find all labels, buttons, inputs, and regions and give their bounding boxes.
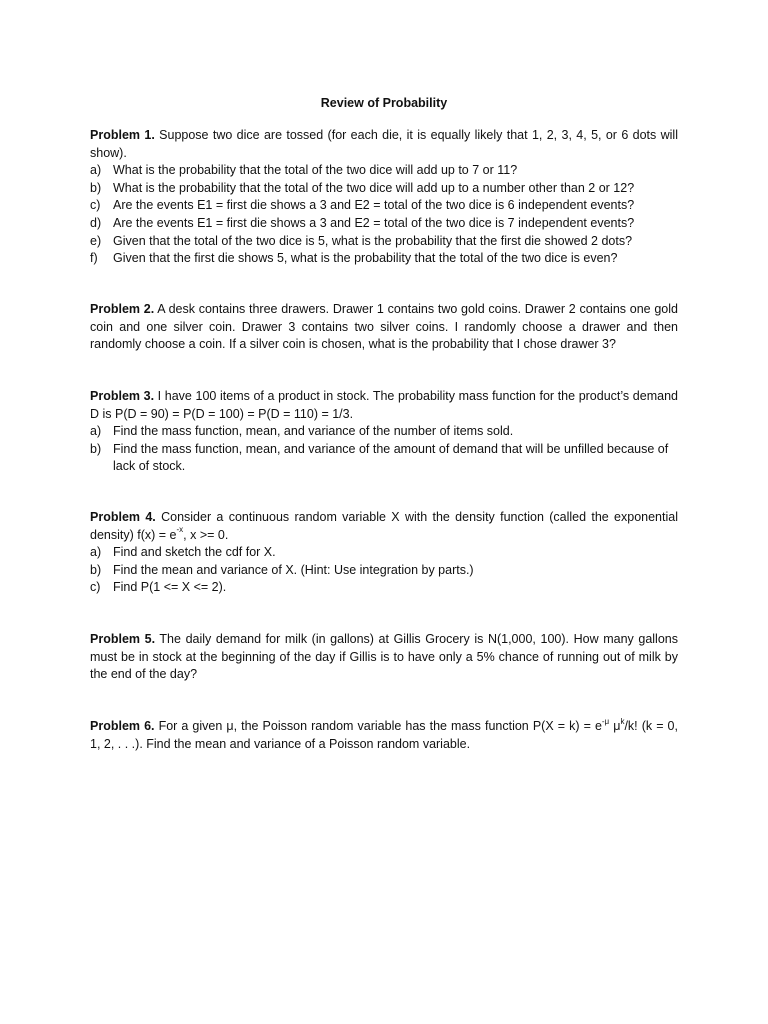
item-marker: d) xyxy=(90,215,102,230)
problem-6-text-middle: μ xyxy=(609,719,621,733)
problem-4-text-before: Consider a continuous random variable X with the density function (called the exponential density) f(x) = e xyxy=(90,510,678,542)
item-text: Find the mean and variance of X. (Hint: Use integration by parts.) xyxy=(113,562,474,577)
problem-6-exponent-1: -μ xyxy=(601,716,610,726)
document-title: Review of Probability xyxy=(320,96,448,110)
list-item xyxy=(90,423,678,441)
item-text: Given that the total of the two dice is 5, what is the probability that the first die showed 2 dots? xyxy=(113,233,633,248)
problem-6 xyxy=(90,718,678,753)
item-text: Find the mass function, mean, and variance of the number of items sold. xyxy=(113,424,514,439)
problem-3-label: Problem 3. xyxy=(90,389,155,403)
problem-3-items xyxy=(90,423,678,476)
item-text: Find P(1 <= X <= 2). xyxy=(113,580,227,595)
problem-2-text: A desk contains three drawers. Drawer 1 contains two gold coins. Drawer 2 contains one gold coin and one silver coin. Drawer 3 contains two silver coins. I randomly choose a drawer and then randomly choose a coin. If a silver coin is chosen, what is the probability that I chose drawer 3? xyxy=(90,302,678,352)
item-marker: f) xyxy=(90,251,98,266)
item-marker: c) xyxy=(90,580,101,595)
problem-3-text: I have 100 items of a product in stock. The probability mass function for the product’s demand D is P(D = 90) = P(D = 100) = P(D = 110) = 1/3. xyxy=(90,389,678,421)
list-item xyxy=(90,562,678,580)
list-item xyxy=(90,579,678,597)
problem-6-label: Problem 6. xyxy=(90,719,155,733)
problem-1 xyxy=(90,127,678,268)
problem-2-label: Problem 2. xyxy=(90,302,155,316)
problem-5-statement xyxy=(90,631,678,684)
list-item xyxy=(90,544,678,562)
item-marker: a) xyxy=(90,424,102,439)
item-marker: b) xyxy=(90,180,102,195)
list-item xyxy=(90,162,678,180)
problem-1-text: Suppose two dice are tossed (for each die, it is equally likely that 1, 2, 3, 4, 5, or 6 dots will show). xyxy=(90,128,678,160)
list-item xyxy=(90,233,678,251)
item-text: What is the probability that the total of the two dice will add up to 7 or 11? xyxy=(113,163,518,178)
problem-2-statement xyxy=(90,301,678,354)
problem-2 xyxy=(90,301,678,354)
item-text: Given that the first die shows 5, what is the probability that the total of the two dice is even? xyxy=(113,251,618,266)
item-text: Find and sketch the cdf for X. xyxy=(113,545,276,560)
list-item xyxy=(90,197,678,215)
list-item xyxy=(90,250,678,268)
item-marker: c) xyxy=(90,198,101,213)
problem-1-items xyxy=(90,162,678,268)
problem-6-exponent-2: k xyxy=(620,716,625,726)
list-item xyxy=(90,215,678,233)
item-text: Are the events E1 = first die shows a 3 and E2 = total of the two dice is 7 independent events? xyxy=(113,215,635,230)
problem-4-label: Problem 4. xyxy=(90,510,156,524)
item-marker: b) xyxy=(90,441,102,456)
problem-5-label: Problem 5. xyxy=(90,632,156,646)
problem-4-exponent: -x xyxy=(176,525,184,535)
item-marker: e) xyxy=(90,233,102,248)
problem-1-statement xyxy=(90,127,678,162)
problem-4-items xyxy=(90,544,678,597)
problem-5-text: The daily demand for milk (in gallons) at Gillis Grocery is N(1,000, 100). How many gallons must be in stock at the beginning of the day if Gillis is to have only a 5% chance of running out of milk by the end of the day? xyxy=(90,632,678,682)
problem-5 xyxy=(90,631,678,684)
problem-6-text-after: /k! (k = 0, 1, 2, . . .). Find the mean and variance of a Poisson random variable. xyxy=(90,719,678,751)
problem-6-statement xyxy=(90,718,678,753)
problem-4 xyxy=(90,509,678,597)
problem-4-text-after: , x >= 0. xyxy=(183,527,229,542)
item-marker: a) xyxy=(90,545,102,560)
list-item xyxy=(90,441,678,476)
item-text: Find the mass function, mean, and variance of the amount of demand that will be unfilled because of lack of stock. xyxy=(113,441,669,474)
item-marker: b) xyxy=(90,562,102,577)
problem-4-statement xyxy=(90,509,678,544)
problem-6-text-before: For a given μ, the Poisson random variable has the mass function P(X = k) = e xyxy=(154,719,602,733)
problem-3 xyxy=(90,388,678,476)
item-text: Are the events E1 = first die shows a 3 and E2 = total of the two dice is 6 independent events? xyxy=(113,198,635,213)
item-marker: a) xyxy=(90,163,102,178)
problem-1-label: Problem 1. xyxy=(90,128,155,142)
list-item xyxy=(90,180,678,198)
item-text: What is the probability that the total of the two dice will add up to a number other than 2 or 12? xyxy=(113,180,635,195)
problem-3-statement xyxy=(90,388,678,423)
